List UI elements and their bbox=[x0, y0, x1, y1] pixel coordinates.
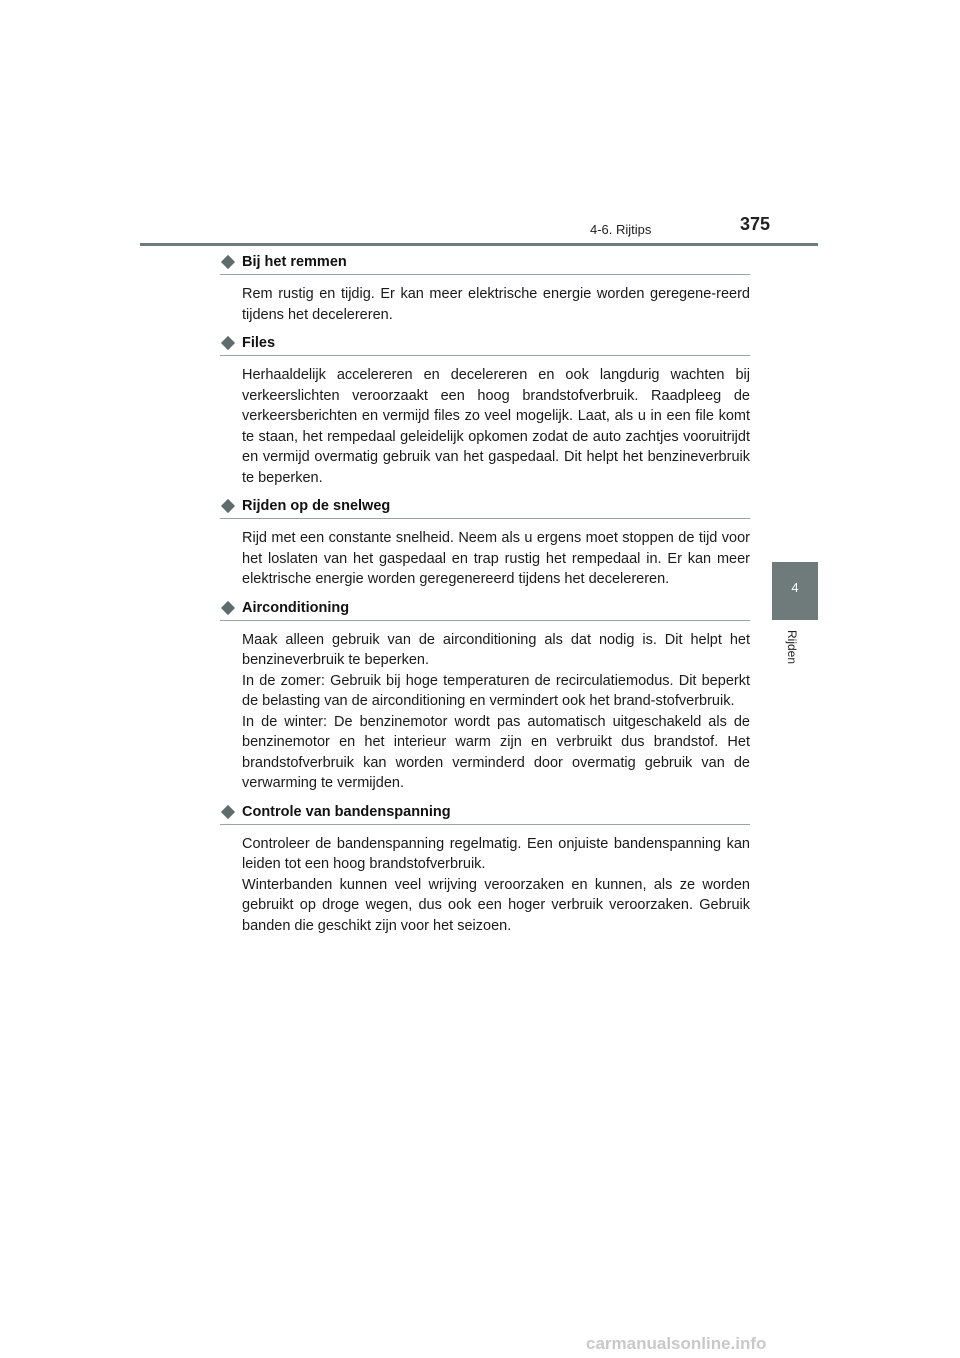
paragraph: Rijd met een constante snelheid. Neem als u ergens moet stoppen de tijd voor het loslaten van het gaspedaal en trap rustig het rempedaal in. Er kan meer elektrische energie worden geregenereerd tijdens het decelereren. bbox=[242, 530, 750, 587]
section-air-conditioning bbox=[220, 600, 750, 794]
section-heading bbox=[220, 254, 750, 275]
section-body bbox=[220, 528, 750, 590]
section-heading bbox=[220, 600, 750, 621]
section-title: Bij het remmen bbox=[242, 254, 347, 270]
chapter-label: Rijden bbox=[785, 630, 799, 665]
diamond-bullet-icon bbox=[221, 336, 235, 350]
section-title: Rijden op de snelweg bbox=[242, 498, 391, 514]
header-divider bbox=[140, 243, 818, 246]
section-body bbox=[220, 365, 750, 488]
chapter-tab bbox=[772, 562, 818, 620]
section-title: Controle van bandenspanning bbox=[242, 803, 451, 820]
section-traffic-jams bbox=[220, 335, 750, 488]
section-body bbox=[220, 630, 750, 794]
site-watermark: carmanualsonline.info bbox=[586, 1334, 767, 1353]
paragraph: In de zomer: Gebruik bij hoge temperaturen de recirculatiemodus. Dit beperkt de belasting van de airconditioning en vermindert ook het brand-stofverbruik. bbox=[242, 672, 750, 709]
diamond-bullet-icon bbox=[221, 600, 235, 614]
section-heading bbox=[220, 804, 750, 825]
chapter-number: 4 bbox=[791, 580, 799, 595]
section-title: Airconditioning bbox=[242, 599, 350, 616]
section-body bbox=[220, 834, 750, 937]
paragraph: Rem rustig en tijdig. Er kan meer elektrische energie worden geregene-reerd tijdens het decelereren. bbox=[242, 286, 750, 323]
section-heading bbox=[220, 498, 750, 519]
diamond-bullet-icon bbox=[221, 499, 235, 513]
header-section-title: 4-6. Rijtips bbox=[590, 222, 652, 237]
paragraph: Herhaaldelijk accelereren en decelereren en ook langdurig wachten bij verkeerslichten veroorzaakt een hoog brandstofverbruik. Raadpleeg de verkeersberichten en vermijd files zo veel mogelijk. Laat, als u in een file komt te staan, het rempedaal geleidelijk opkomen zodat de auto zachtjes vooruitrijdt en vermijd overmatig gebruik van het gaspedaal. Dit helpt het benzineverbruik te beperken. bbox=[242, 367, 750, 486]
section-title: Files bbox=[242, 335, 276, 351]
paragraph: Maak alleen gebruik van de airconditioning als dat nodig is. Dit helpt het benzineverbruik te beperken. bbox=[242, 631, 750, 668]
section-tire-pressure bbox=[220, 804, 750, 937]
paragraph: Winterbanden kunnen veel wrijving veroorzaken en kunnen, als ze worden gebruikt op droge wegen, dus ook een hoger verbruik veroorzaken. Gebruik banden die geschikt zijn voor het seizoen. bbox=[242, 876, 750, 934]
paragraph: Controleer de bandenspanning regelmatig. Een onjuiste bandenspanning kan leiden tot een hoog brandstofverbruik. bbox=[242, 835, 750, 872]
section-body bbox=[220, 284, 750, 325]
page-number: 375 bbox=[740, 214, 771, 234]
section-braking bbox=[220, 254, 750, 325]
page-content bbox=[220, 254, 750, 946]
diamond-bullet-icon bbox=[221, 255, 235, 269]
paragraph: In de winter: De benzinemotor wordt pas automatisch uitgeschakeld als de benzinemotor en het interieur warm zijn en verbruikt dus brandstof. Het brandstofverbruik kan worden verminderd door overmatig gebruik van de verwarming te vermijden. bbox=[242, 713, 750, 791]
section-highway bbox=[220, 498, 750, 590]
diamond-bullet-icon bbox=[221, 804, 235, 818]
section-heading bbox=[220, 335, 750, 356]
